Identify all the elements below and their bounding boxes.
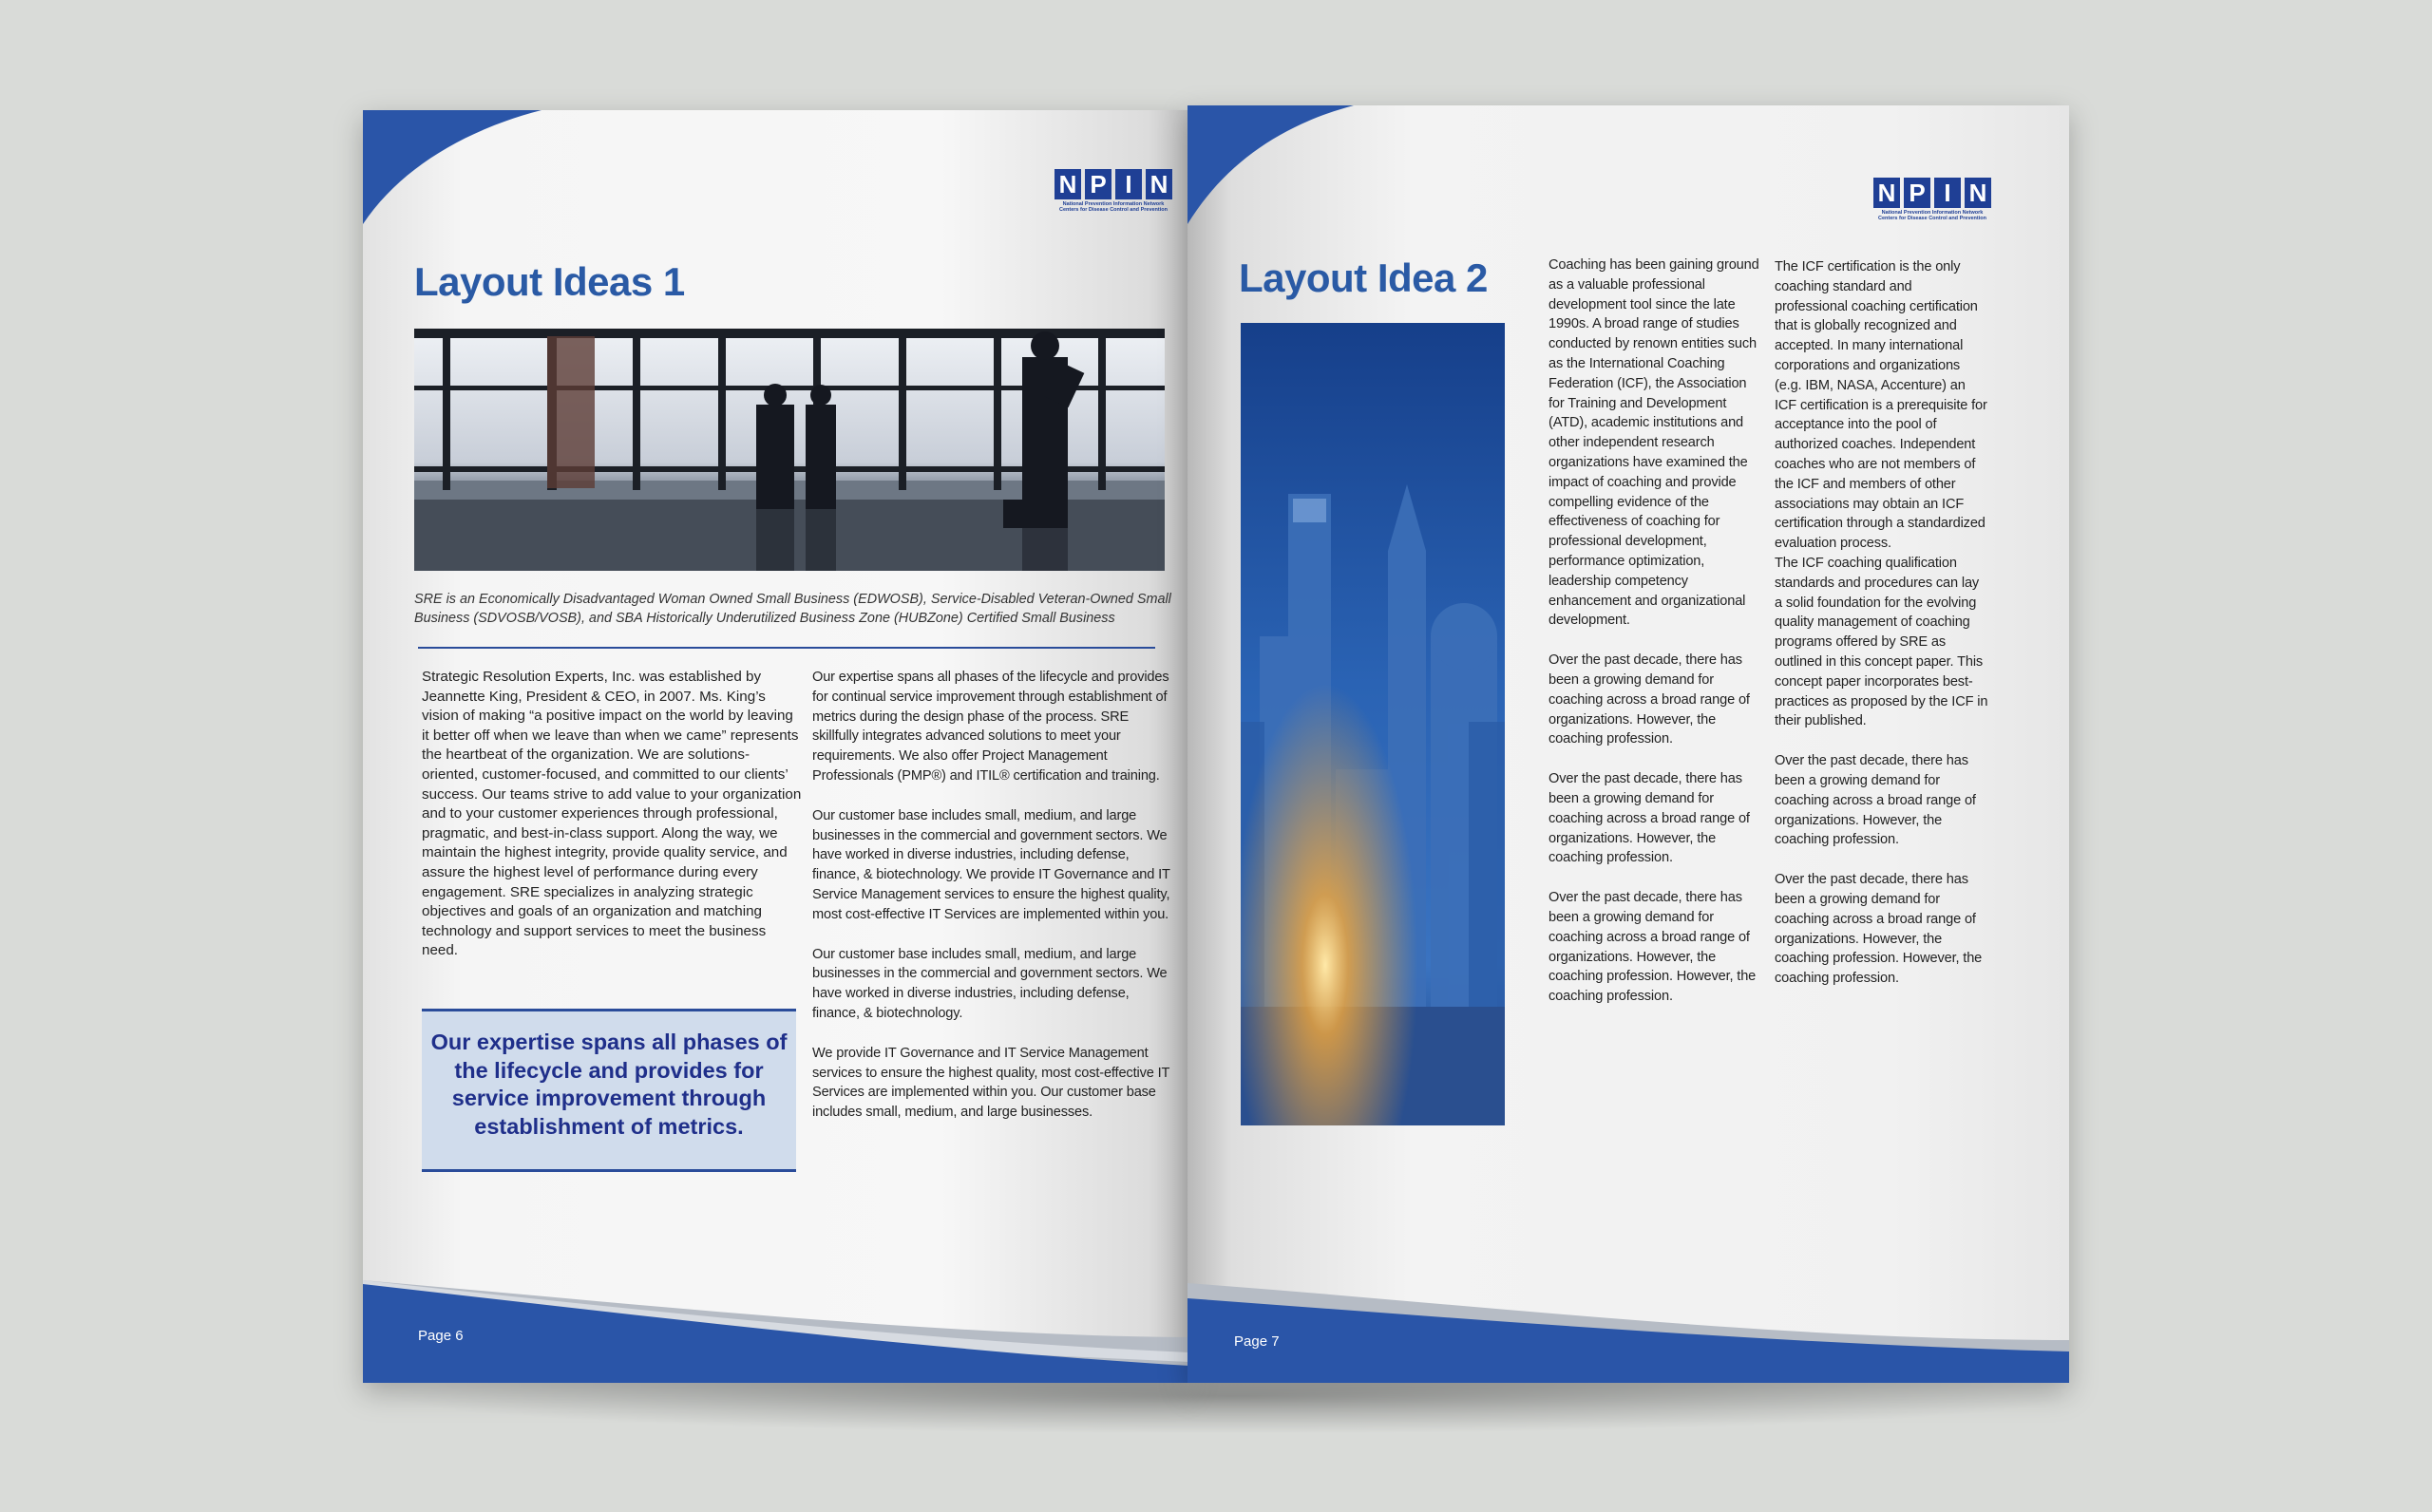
logo-subtitle [1059, 201, 1168, 213]
left-top-swoosh [363, 110, 542, 224]
business-silhouettes-photo [414, 329, 1165, 571]
body-paragraph: Our customer base includes small, medium, and large businesses in the commercial and government sectors. We have worked in diverse industries, including defense, finance, & biotechnology. [812, 946, 1168, 1021]
body-paragraph: Over the past decade, there has been a growing demand for coaching across a broad range of organizations. However, the coaching profession. [1548, 771, 1750, 866]
logo-subtitle-line: National Prevention Information Network [1881, 210, 1984, 216]
body-paragraph: Over the past decade, there has been a growing demand for coaching across a broad range of organizations. However, the coaching profession. However, the coaching profession. [1548, 890, 1757, 1005]
pull-quote: Our expertise spans all phases of the lifecycle and provides for service improvement through establishment of metrics. [422, 1009, 796, 1172]
right-top-swoosh [1188, 105, 1354, 224]
body-paragraph: Over the past decade, there has been a growing demand for coaching across a broad range of organizations. However, the coaching profession. However, the coaching profession. [1775, 872, 1983, 987]
logo-subtitle-line: Centers for Disease Control and Prevention [1059, 207, 1168, 213]
right-column-2 [1775, 257, 1988, 1009]
body-paragraph: Over the past decade, there has been a growing demand for coaching across a broad range of organizations. However, the coaching profession. [1775, 753, 1976, 848]
npin-logo [1054, 169, 1172, 213]
page-number: Page 7 [1234, 1333, 1280, 1350]
body-paragraph: The ICF coaching qualification standards and procedures can lay a solid foundation for the evolving quality management of coaching programs offered by SRE as outlined in this concept paper. This concept paper incorporates best-practices as proposed by the ICF in their published. [1775, 555, 1988, 729]
page-title: Layout Idea 2 [1239, 255, 1488, 300]
left-page [363, 110, 1189, 1383]
body-paragraph: We provide IT Governance and IT Service Management services to ensure the highest quality, most cost-effective IT Services are implemented within you. Our customer base includes small, medium, and large businesses. [812, 1045, 1169, 1121]
logo-letter: I [1115, 169, 1142, 199]
logo-letter: N [1965, 178, 1991, 208]
logo-letter: N [1146, 169, 1172, 199]
logo-letter: N [1054, 169, 1081, 199]
body-paragraph: Strategic Resolution Experts, Inc. was established by Jeannette King, President & CEO, in 2007. Ms. King’s vision of making “a positive impact on the world by leaving it better off when we leave than when we came” represents the heartbeat of the organization. We are solutions-oriented, customer-focused, and committed to our clients’ success. Our teams strive to add value to your organization and to your customer experiences through professional, pragmatic, and best-in-class support. Along the way, we maintain the highest integrity, provide quality service, and assure the highest level of performance during every engagement. SRE specializes in analyzing strategic objectives and goals of an organization and matching technology and support services to meet the business need. [422, 669, 802, 959]
logo-letter: N [1873, 178, 1900, 208]
body-paragraph: Over the past decade, there has been a growing demand for coaching across a broad range of organizations. However, the coaching profession. [1548, 652, 1750, 747]
logo-letter: P [1085, 169, 1112, 199]
logo-letter: I [1934, 178, 1961, 208]
page-title: Layout Ideas 1 [414, 259, 685, 304]
left-bottom-blue-band [363, 1284, 1189, 1383]
left-column-2 [812, 668, 1173, 1143]
divider-rule [418, 647, 1155, 649]
logo-subtitle-line: Centers for Disease Control and Prevention [1878, 216, 1986, 221]
left-column-1 [422, 668, 802, 981]
body-paragraph: Our customer base includes small, medium, and large businesses in the commercial and government sectors. We have worked in diverse industries, including defense, finance, & biotechnology. We provide IT Governance and IT Service Management services to ensure the highest quality, most cost-effective IT Services are implemented within you. [812, 807, 1170, 922]
logo-letter: P [1904, 178, 1930, 208]
body-paragraph: The ICF certification is the only coaching standard and professional coaching certification that is globally recognized and accepted. In many international corporations and organizations (e.g. IBM, NASA, Accenture) an ICF certification is a prerequisite for acceptance into the pool of authorized coaches. Independent coaches who are not members of the ICF and members of other associations may obtain an ICF certification through a standardized evaluation process. [1775, 259, 1987, 552]
page-number: Page 6 [418, 1328, 464, 1344]
city-skyline-photo [1241, 323, 1505, 1125]
right-page [1188, 105, 2069, 1383]
logo-subtitle-line: National Prevention Information Network [1062, 201, 1165, 207]
caption: SRE is an Economically Disadvantaged Woman Owned Small Business (EDWOSB), Service-Disabled Veteran-Owned Small Business (SDVOSB/VOSB), and SBA Historically Underutilized Business Zone (HUBZone) Certified Small Business [414, 592, 1171, 626]
logo-subtitle [1878, 210, 1986, 221]
right-column-1 [1548, 255, 1762, 1027]
body-paragraph: Our expertise spans all phases of the lifecycle and provides for continual service improvement through establishment of metrics during the design phase of the process. SRE skillfully integrates advanced solutions to meet your requirements. We also offer Project Management Professionals (PMP®) and ITIL® certification and training. [812, 670, 1169, 784]
npin-logo [1873, 178, 1991, 221]
body-paragraph: Coaching has been gaining ground as a valuable professional development tool since the late 1990s. A broad range of studies conducted by renown entities such as the International Coaching Federation (ICF), the Association for Training and Development (ATD), academic institutions and other independent research organizations have examined the impact of coaching and provide compelling evidence of the effectiveness of coaching for professional development, performance optimization, leadership competency enhancement and organizational development. [1548, 257, 1759, 629]
